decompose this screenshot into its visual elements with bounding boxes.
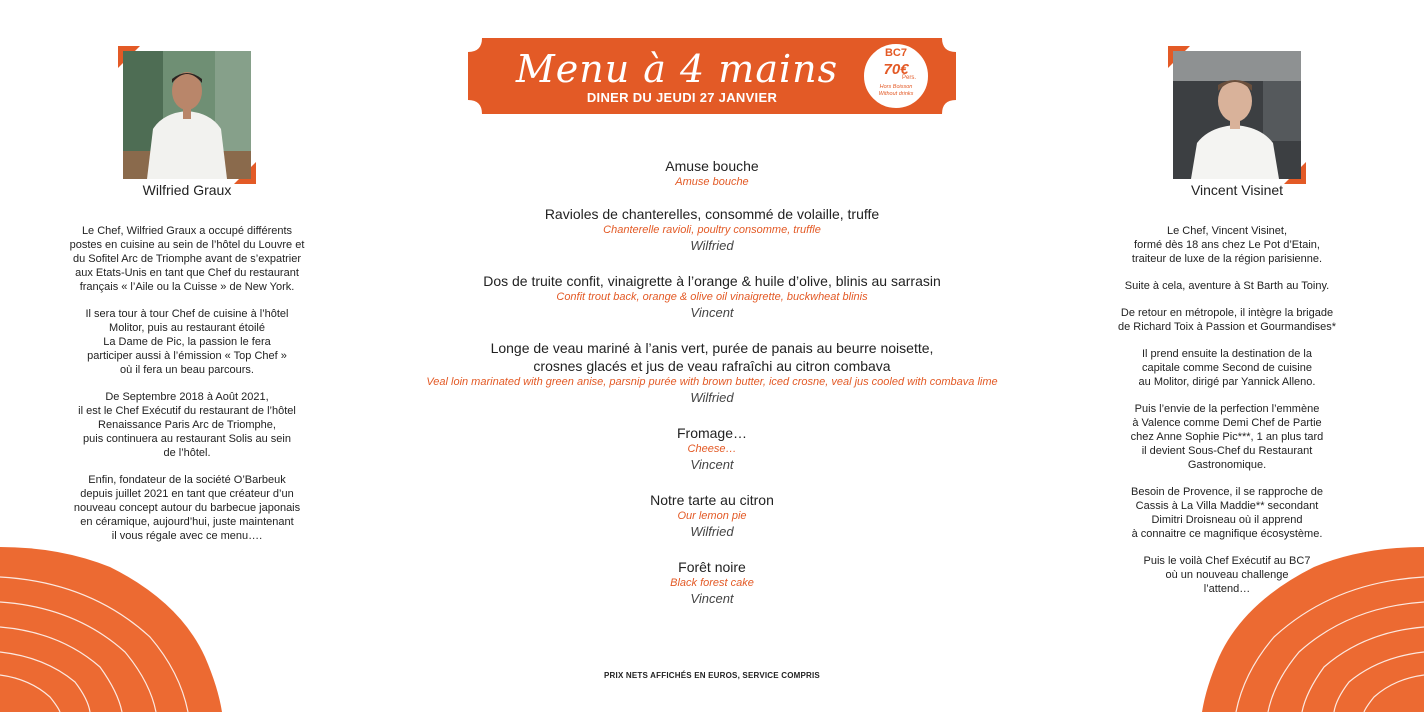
chef-bio-right xyxy=(1082,224,1372,609)
course-name-fr: Dos de truite confit, vinaigrette à l’orange & huile d’olive, blinis au sarrasin xyxy=(483,273,941,289)
bio-paragraph: Suite à cela, aventure à St Barth au Toiny. xyxy=(1124,280,1330,292)
course-item xyxy=(400,491,1024,541)
badge-brand: BC7 xyxy=(884,47,907,59)
course-name-fr: Amuse bouche xyxy=(665,158,759,174)
course-name-en: Cheese… xyxy=(687,443,737,455)
course-name-fr: Forêt noire xyxy=(678,559,746,575)
course-item xyxy=(400,272,1024,322)
course-name-en: Amuse bouche xyxy=(675,176,749,188)
bio-paragraph: Enfin, fondateur de la société O’Barbeuk depuis juillet 2021 en tant que créateur d’un nouveau concept autour du barbecue japonais en céramique, aujourd’hui, juste maintenant il vous régale avec ce menu…. xyxy=(73,474,301,542)
course-chef: Vincent xyxy=(690,305,734,320)
course-name-en: Our lemon pie xyxy=(677,510,747,522)
wood-slice-decoration-left xyxy=(0,547,222,712)
course-chef: Vincent xyxy=(690,591,734,606)
course-chef: Vincent xyxy=(690,457,734,472)
course-name-en: Chanterelle ravioli, poultry consomme, truffle xyxy=(603,224,821,236)
course-item xyxy=(400,205,1024,255)
menu-title: Menu à 4 mains xyxy=(515,47,839,91)
chef-photo-wilfried xyxy=(123,51,251,179)
dinner-date: DINER DU JEUDI 27 JANVIER xyxy=(586,90,778,105)
chef-name-right: Vincent Visinet xyxy=(1190,182,1284,198)
bio-paragraph: Le Chef, Wilfried Graux a occupé différents postes en cuisine au sein de l’hôtel du Louvre et du Sofitel Arc de Triomphe avant de s’expatrier aux Etats-Unis en tant que Chef du restaurant français « l’Aile ou la Cuisse » de New York. xyxy=(69,225,305,293)
course-chef: Wilfried xyxy=(690,238,734,253)
bio-paragraph: Il sera tour à tour Chef de cuisine à l’hôtel Molitor, puis au restaurant étoilé La Dame de Pic, la passion le fera participer aussi à l’émission « Top Chef » où il fera un beau parcours. xyxy=(85,308,289,376)
course-item xyxy=(400,558,1024,608)
badge-price: 70€ xyxy=(883,61,909,78)
price-footer-note: PRIX NETS AFFICHÉS EN EUROS, SERVICE COMPRIS xyxy=(604,671,820,680)
chef-bio-left xyxy=(42,224,332,556)
bio-paragraph: Puis le voilà Chef Exécutif au BC7 où un nouveau challenge l’attend… xyxy=(1143,555,1311,595)
course-item xyxy=(400,339,1024,407)
bio-paragraph: De Septembre 2018 à Août 2021, il est le Chef Exécutif du restaurant de l’hôtel Renaissance Paris Arc de Triomphe, puis continuera au restaurant Solis au sein de l’hôtel. xyxy=(78,391,296,459)
course-name-fr: Longe de veau mariné à l’anis vert, purée de panais au beurre noisette, crosnes glacés et jus de veau rafraîchi au citron combava xyxy=(490,340,934,374)
chef-portrait-image-right xyxy=(1173,51,1301,179)
course-chef: Wilfried xyxy=(690,524,734,539)
bio-paragraph: Il prend ensuite la destination de la capitale comme Second de cuisine au Molitor, dirigé par Yannick Alleno. xyxy=(1138,348,1316,388)
badge-per-person: Pers. xyxy=(902,75,917,81)
course-name-fr: Fromage… xyxy=(676,425,748,441)
chef-portrait-image-left xyxy=(123,51,251,179)
bio-paragraph: Besoin de Provence, il se rapproche de Cassis à La Villa Maddie** secondant Dimitri Droisneau où il apprend à connaitre ce magnifique écosystème. xyxy=(1130,486,1323,540)
menu-courses xyxy=(400,157,1024,625)
course-item xyxy=(400,424,1024,474)
bio-paragraph: Le Chef, Vincent Visinet, formé dès 18 ans chez Le Pot d’Etain, traiteur de luxe de la région parisienne. xyxy=(1131,225,1323,265)
course-name-en: Veal loin marinated with green anise, parsnip purée with brown butter, iced crosne, veal jus cooled with combava lime xyxy=(426,376,998,388)
bio-paragraph: Puis l’envie de la perfection l’emmène à Valence comme Demi Chef de Partie chez Anne Sophie Pic***, 1 an plus tard il devient Sous-Chef du Restaurant Gastronomique. xyxy=(1130,403,1324,471)
chef-name-left: Wilfried Graux xyxy=(142,182,232,198)
course-name-fr: Ravioles de chanterelles, consommé de volaille, truffe xyxy=(544,206,880,222)
price-badge xyxy=(862,42,930,110)
course-name-en: Confit trout back, orange & olive oil vinaigrette, buckwheat blinis xyxy=(556,291,868,303)
badge-drinks-note: Hors Boisson Without drinks xyxy=(878,84,914,97)
bio-paragraph: De retour en métropole, il intègre la brigade de Richard Toix à Passion et Gourmandises* xyxy=(1117,307,1337,333)
chef-photo-vincent xyxy=(1173,51,1301,179)
course-name-fr: Notre tarte au citron xyxy=(650,492,774,508)
course-item xyxy=(400,157,1024,189)
course-chef: Wilfried xyxy=(690,390,734,405)
course-name-en: Black forest cake xyxy=(670,577,754,589)
